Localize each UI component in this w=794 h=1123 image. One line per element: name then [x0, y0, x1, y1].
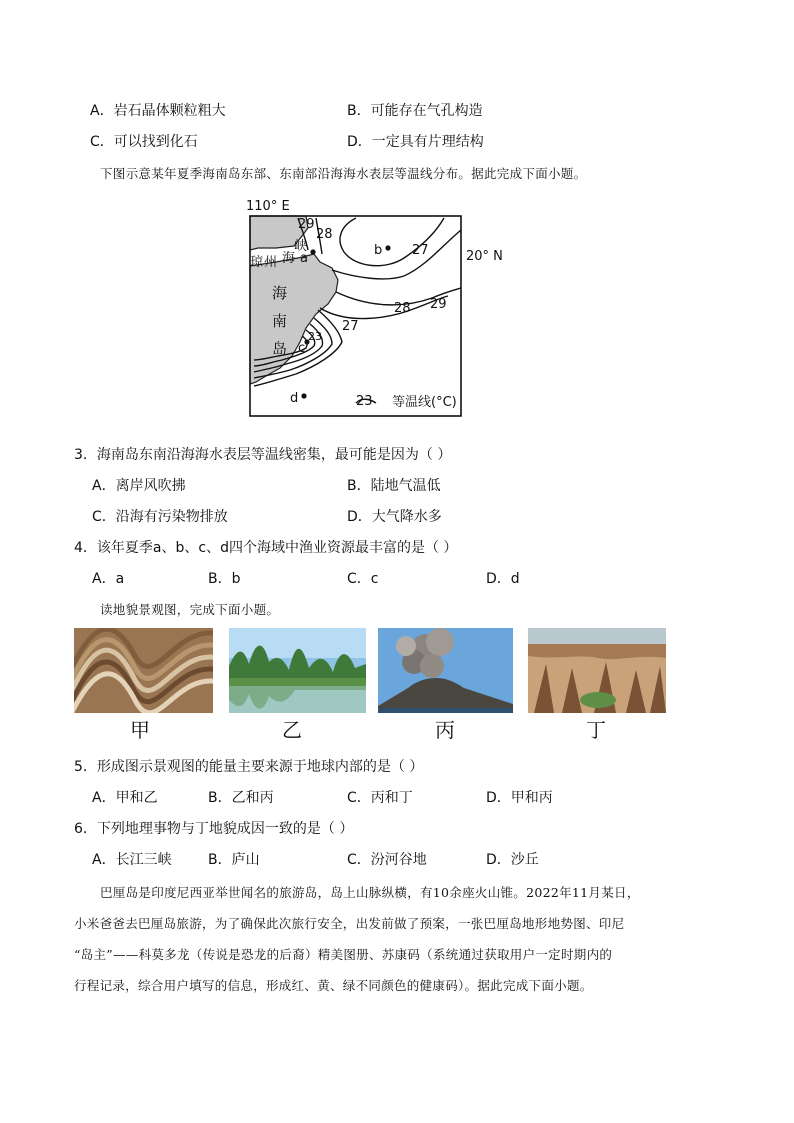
q4-option-d: D．d: [486, 571, 520, 587]
photo-caption-4: 丁: [586, 718, 606, 742]
isotherm-27-b: 27: [412, 243, 429, 258]
passage-line-2: 小米爸爸去巴厘岛旅游，为了确保此次旅行安全，出发前做了预案，一张巴厘岛地形地势图、印尼: [74, 916, 625, 931]
strait-char-4: 峡: [294, 239, 308, 254]
isotherm-27-mid: 27: [342, 319, 359, 334]
q5-option-b: B．乙和丙: [208, 790, 274, 806]
map-intro-text: 下图示意某年夏季海南岛东部、东南部沿海海水表层等温线分布。据此完成下面小题。: [100, 166, 587, 181]
q6-stem: 6．下列地理事物与丁地貌成因一致的是（ ）: [74, 821, 354, 837]
isotherm-29-top: 29: [298, 217, 315, 232]
passage-line-1: 巴厘岛是印度尼西亚举世闻名的旅游岛，岛上山脉纵横，有10余座火山锥。2022年11月某日，: [100, 885, 640, 900]
island-char-1: 海: [272, 284, 288, 302]
q6-option-c: C．汾河谷地: [347, 852, 427, 868]
q3-option-b: B．陆地气温低: [347, 478, 441, 494]
photo-loess-gullies: [528, 628, 666, 713]
point-d-label: d: [290, 391, 299, 406]
q5-option-d: D．甲和丙: [486, 790, 553, 806]
point-a-label: a: [300, 251, 308, 266]
q4-option-c: C．c: [347, 571, 379, 587]
passage-line-3: “岛主”——科莫多龙（传说是恐龙的后裔）精美图册、苏康码（系统通过获取用户一定时期内的: [74, 947, 613, 962]
q6-option-d: D．沙丘: [486, 852, 539, 868]
q3-option-c: C．沿海有污染物排放: [92, 509, 228, 525]
strait-char-2: 州: [264, 255, 278, 270]
island-char-2: 南: [272, 312, 288, 330]
q5-option-a: A．甲和乙: [92, 790, 158, 806]
q4-option-b: B．b: [208, 571, 241, 587]
point-c-label: c: [298, 341, 306, 356]
prev-option-d: D．一定具有片理结构: [347, 134, 484, 150]
photo-caption-3: 丙: [435, 718, 455, 742]
island-char-3: 岛: [272, 340, 288, 358]
isotherm-23-c: 23: [308, 330, 322, 343]
isotherm-28-top: 28: [316, 227, 333, 242]
strait-char-1: 琼: [250, 255, 264, 270]
prev-option-a: A．岩石晶体颗粒粗大: [90, 103, 226, 119]
photo-folded-rock: [74, 628, 213, 713]
prev-option-c: C．可以找到化石: [90, 134, 198, 150]
prev-option-b: B．可能存在气孔构造: [347, 103, 483, 119]
photos-intro-text: 读地貌景观图，完成下面小题。: [100, 602, 280, 617]
legend-label: 等温线(°C): [392, 395, 457, 410]
point-b-label: b: [374, 243, 383, 258]
isotherm-map: [236, 196, 536, 418]
q3-option-d: D．大气降水多: [347, 509, 442, 525]
isotherm-29-mid: 29: [430, 297, 447, 312]
q6-option-a: A．长江三峡: [92, 852, 172, 868]
legend-value: 23: [356, 394, 373, 409]
q4-stem: 4．该年夏季a、b、c、d四个海域中渔业资源最丰富的是（ ）: [74, 540, 458, 556]
strait-char-3: 海: [282, 251, 296, 266]
q4-option-a: A．a: [92, 571, 125, 587]
q3-stem: 3．海南岛东南沿海海水表层等温线密集，最可能是因为（ ）: [74, 447, 452, 463]
latitude-label: 20° N: [466, 249, 503, 264]
photo-caption-2: 乙: [282, 718, 302, 742]
q6-option-b: B．庐山: [208, 852, 260, 868]
photo-caption-1: 甲: [130, 718, 150, 742]
photo-volcano: [378, 628, 513, 713]
q3-option-a: A．离岸风吹拂: [92, 478, 186, 494]
q5-option-c: C．丙和丁: [347, 790, 413, 806]
photo-karst-river: [229, 628, 366, 713]
passage-line-4: 行程记录，综合用户填写的信息，形成红、黄、绿不同颜色的健康码）。据此完成下面小题。: [74, 978, 593, 993]
isotherm-28-mid: 28: [394, 301, 411, 316]
q5-stem: 5．形成图示景观图的能量主要来源于地球内部的是（ ）: [74, 759, 424, 775]
longitude-label: 110° E: [246, 199, 290, 214]
